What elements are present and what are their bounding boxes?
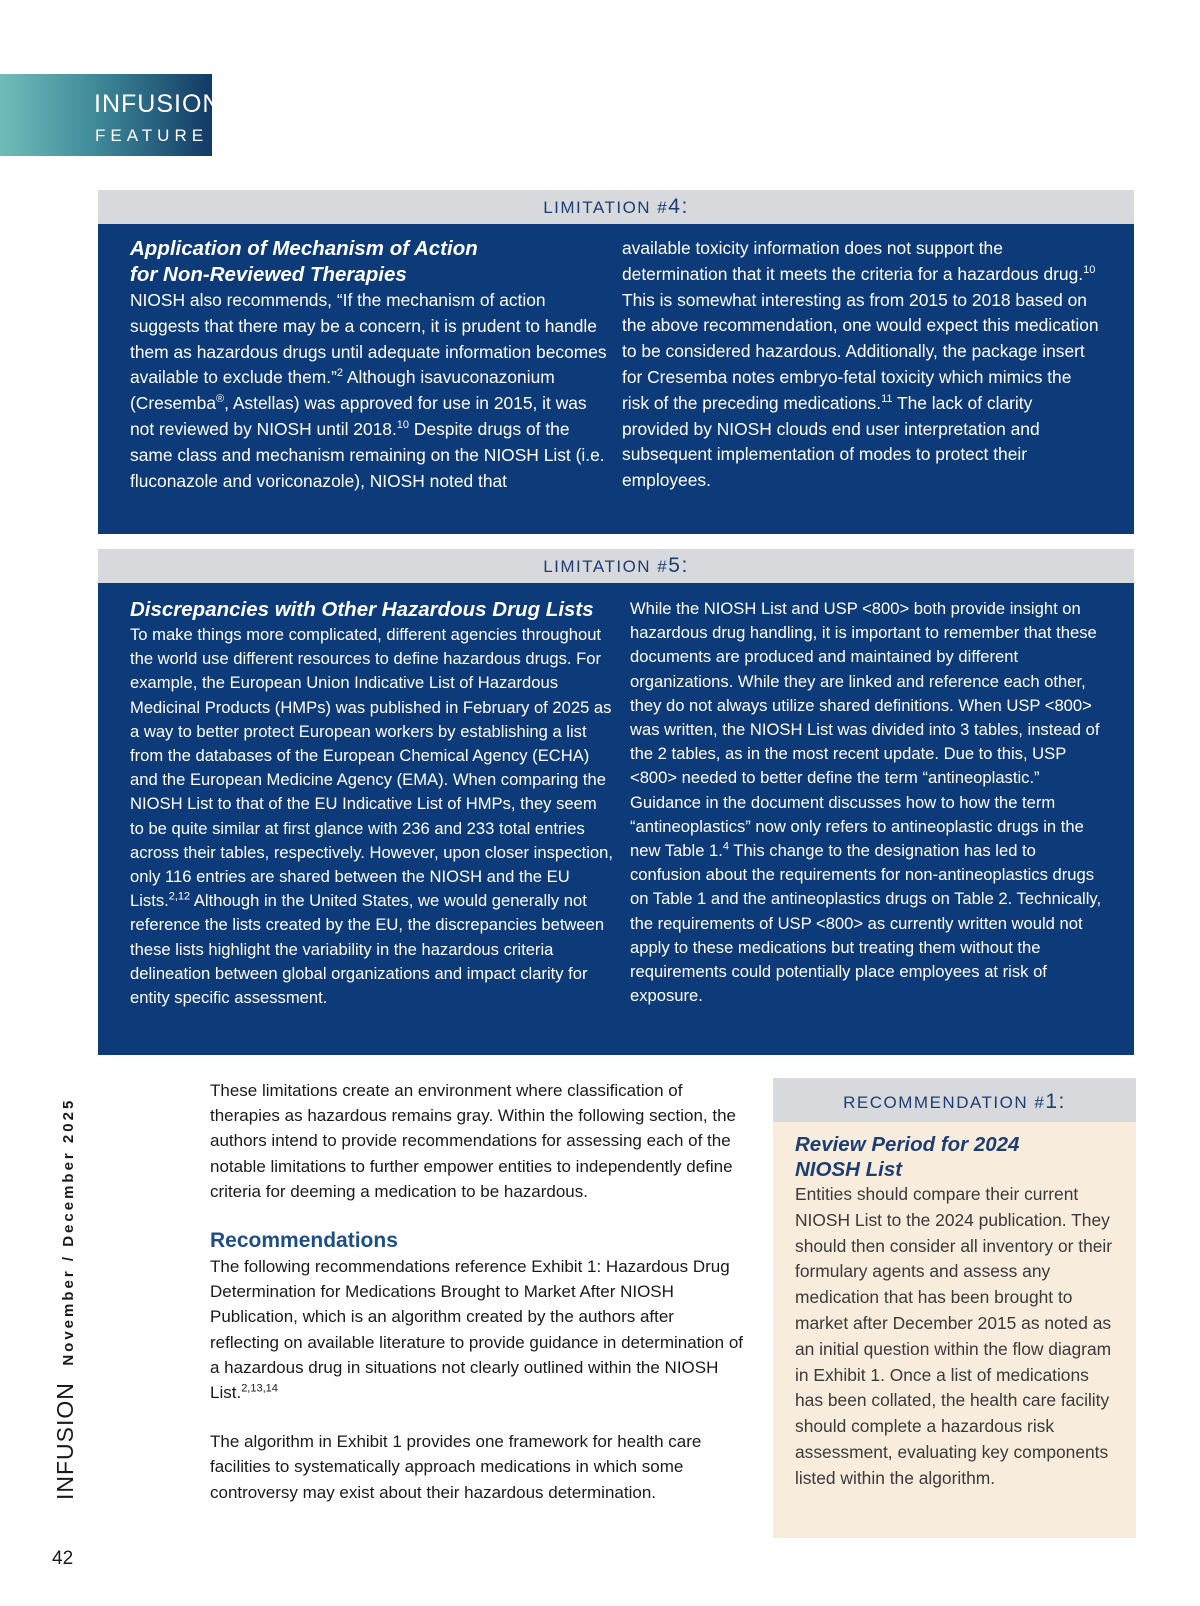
limitation-5-left-text: To make things more complicated, different agencies throughout the world use different resources to define hazardous drugs. For example, the European Union Indicative List of Hazardous Medicinal Products (HMPs) was published in February of 2025 as a way to better protect European workers by establishing a list from the databases of the European Chemical Agency (ECHA) and the European Medicine Agency (EMA). When comparing the NIOSH List to that of the EU Indicative List of HMPs, they seem to be quite similar at first glance with 236 and 233 total entries across their tables, respectively. However, upon closer inspection, only 116 entries are shared between the NIOSH and the EU Lists.$^{2,12}$ Although in the United States, we would generally not reference the lists created by the EU, the discrepancies between these lists highlight the variability in the hazardous criteria delineation between global organizations and impact clarity for entity specific assessment. — [130, 625, 613, 1008]
limitation-4-left-column — [130, 236, 610, 520]
limitation-4-box — [98, 190, 1134, 534]
limitation-5-left-column — [130, 597, 614, 1041]
limitation-5-right-text: While the NIOSH List and USP <800> both provide insight on hazardous drug handling, it is important to remember that these documents are produced and maintained by different organizations. While they are linked and reference each other, they do not always utilize shared definitions. When USP <800> was written, the NIOSH List was divided into 3 tables, instead of the 2 tables, as in the most recent update. Due to this, USP <800> needed to better define the term “antineoplastic.” Guidance in the document discusses how to how the term “antineoplastics” now only refers to antineoplastic drugs in the new Table 1.$^4$ This change to the designation has led to confusion about the requirements for non-antineoplastics drugs on Table 1 and the antineoplastics drugs on Table 2. Technically, the requirements of USP <800> as currently written would not apply to these medications but treating them without the requirements could potentially place employees at risk of exposure. — [630, 599, 1102, 1006]
limitation-4-body — [98, 224, 1134, 534]
main-article-text — [210, 1078, 745, 1505]
recommendation-1-header: RECOMMENDATION #1: — [773, 1078, 1136, 1122]
limitation-5-body — [98, 583, 1134, 1055]
algorithm-paragraph: The algorithm in Exhibit 1 provides one framework for health care facilities to systematically approach medications in which some controversy may exist about their hazardous determination. — [210, 1432, 702, 1502]
limitation-4-right-column — [622, 236, 1102, 520]
magazine-section-tab — [0, 74, 222, 156]
page-number: 42 — [52, 1548, 74, 1569]
limitation-5-box — [98, 549, 1134, 1055]
limitation-4-right-text: available toxicity information does not support the determination that it meets the criteria for a hazardous drug.$^{10}$ This is somewhat interesting as from 2015 to 2018 based on the above recommendation, one would expect this medication to be considered hazardous. Additionally, the package insert for Cresemba notes embryo-fetal toxicity which mimics the risk of the preceding medications.$^{11}$ The lack of clarity provided by NIOSH clouds end user interpretation and subsequent implementation of modes to protect their employees. — [622, 238, 1099, 491]
footer-logo: INFUSION — [52, 1382, 78, 1500]
recommendations-paragraph: The following recommendations reference Exhibit 1: Hazardous Drug Determination for Medications Brought to Market After NIOSH Publication, which is an algorithm created by the authors after reflecting on available literature to provide guidance in determination of a hazardous drug in situations not clearly outlined within the NIOSH List.$^{2,13,14}$ — [210, 1257, 743, 1403]
issue-date: November / December 2025 — [60, 1097, 77, 1366]
section-label: FEATURE — [95, 126, 209, 145]
limitation-4-left-text: NIOSH also recommends, “If the mechanism of action suggests that there may be a concern, it is prudent to handle them as hazardous drugs until adequate information becomes available to exclude them.”$^2$ Although isavuconazonium (Cresemba®, Astellas) was approved for use in 2015, it was not reviewed by NIOSH until 2018.10 Despite drugs of the same class and mechanism remaining on the NIOSH List (i.e. fluconazole and voriconazole), NIOSH noted that — [130, 290, 607, 491]
vertical-footer — [52, 1098, 79, 1500]
limitation-4-header: LIMITATION #4: — [98, 190, 1134, 224]
limitation-5-header: LIMITATION #5: — [98, 549, 1134, 583]
limitation-4-title: Application of Mechanism of Action for Non-Reviewed Therapies — [130, 237, 478, 286]
recommendations-heading: Recommendations — [210, 1229, 398, 1253]
intro-paragraph: These limitations create an environment where classification of therapies as hazardous remains gray. Within the following section, the authors intend to provide recommendations for assessing each of the notable limitations to further empower entities to independently define criteria for deeming a medication to be hazardous. — [210, 1081, 737, 1201]
limitation-5-right-column — [630, 597, 1102, 1041]
magazine-logo: INFUSION — [94, 90, 222, 118]
recommendation-1-text: Entities should compare their current NIOSH List to the 2024 publication. They should then consider all inventory or their formulary agents and assess any medication that has been brought to market after December 2015 as noted as an initial question within the flow diagram in Exhibit 1. Once a list of medications has been collated, the health care facility should complete a hazardous risk assessment, evaluating key components listed within the algorithm. — [795, 1184, 1113, 1488]
recommendation-1-box — [773, 1078, 1136, 1538]
limitation-5-title: Discrepancies with Other Hazardous Drug Lists — [130, 598, 594, 621]
recommendation-1-title: Review Period for 2024 NIOSH List — [795, 1133, 1020, 1181]
recommendation-1-body — [773, 1122, 1136, 1538]
